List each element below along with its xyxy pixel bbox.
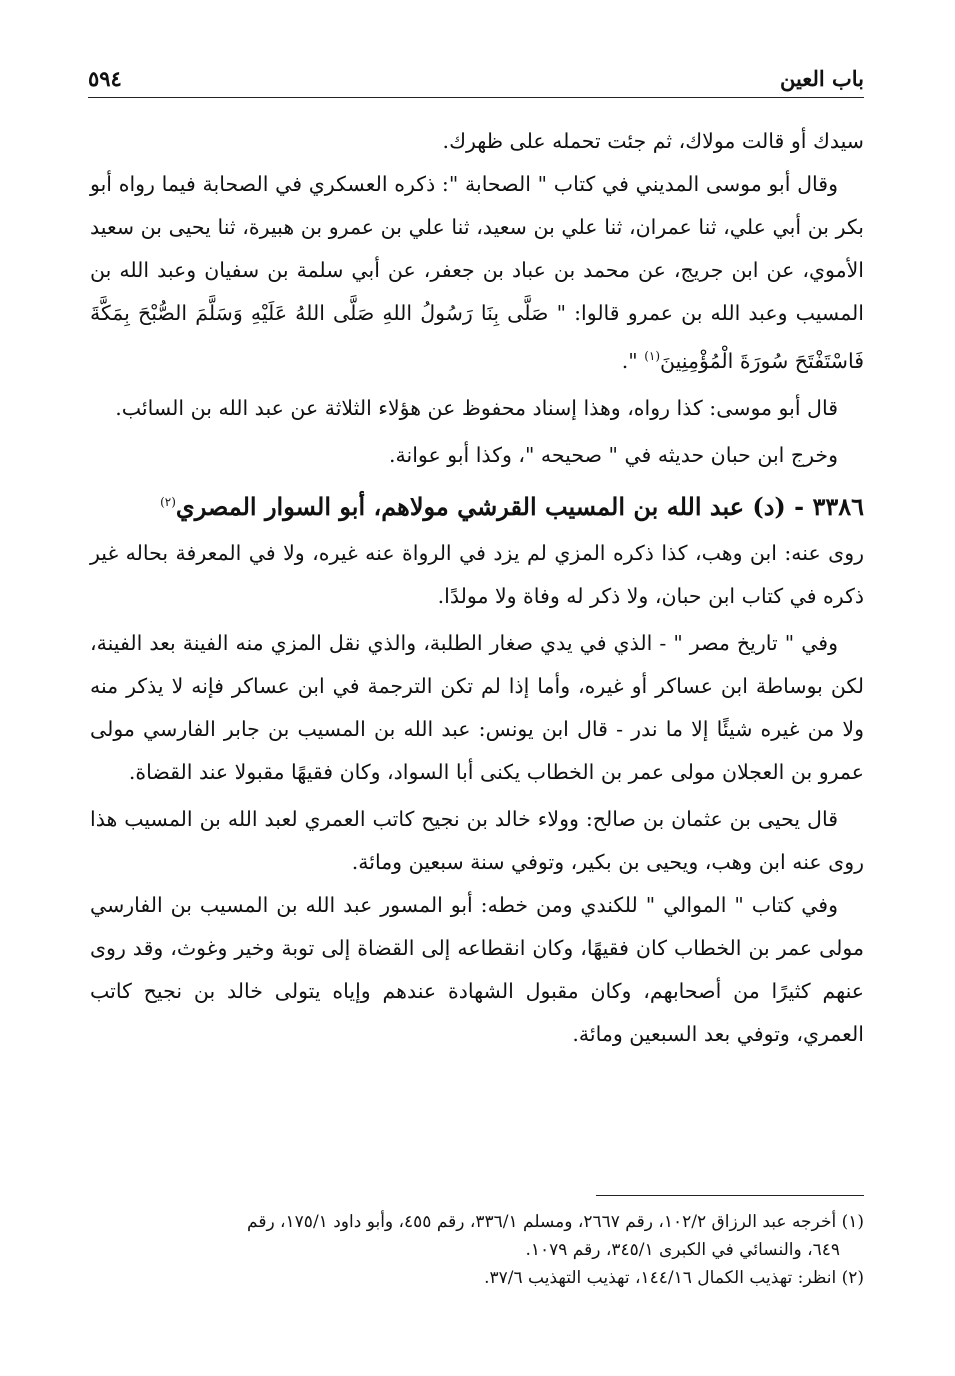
paragraph-4: وخرج ابن حبان حديثه في " صحيحه "، وكذا أبو عوانة. (388, 442, 838, 467)
main-text (90, 120, 864, 1056)
paragraph-2-text: وقال أبو موسى المديني في كتاب " الصحابة ": ذكره العسكري في الصحابة فيما رواه أبو بكر بن أبي علي، ثنا عمران، ثنا علي بن سعيد، ثنا علي بن عمرو بن هبيرة، ثنا يحيى بن سعيد الأموي، عن ابن جريج، عن محمد بن عباد بن جعفر، عن أبي سلمة بن سفيان وعبد الله بن المسيب وعبد الله بن عمرو قالوا: " صَلَّى بِنَا رَسُولُ اللهِ صَلَّى اللهُ عَلَيْهِ وَسَلَّمَ الصُّبْحَ بِمَكَّةَ فَاسْتَفْتَحَ سُورَةَ الْمُؤْمِنِينَ (90, 172, 864, 373)
paragraph-2-end: ". (621, 348, 645, 373)
header-rule (88, 97, 864, 98)
paragraph-1: سيدك أو قالت مولاك، ثم جئت تحمله على ظهرك. (442, 129, 864, 153)
paragraph-7: قال يحيى بن عثمان بن صالح: وولاء خالد بن نجيح كاتب العمري لعبد الله بن المسيب هذا روى عنه ابن وهب، ويحيى بن بكير، وتوفي سنة سبعين ومائة. (90, 806, 864, 874)
paragraph-3: قال أبو موسى: كذا رواه، وهذا إسناد محفوظ عن هؤلاء الثلاثة عن عبد الله بن السائب. (115, 395, 838, 420)
footnote-1: (١) أخرجه عبد الرزاق ١٠٢/٢، رقم ٢٦٦٧، ومسلم ٣٣٦/١، رقم ٤٥٥، وأبو داود ١٧٥/١، رقم (247, 1212, 864, 1232)
entry-heading-text: ٣٣٨٦ - (د) عبد الله بن المسيب القرشي مولاهم، أبو السوار المصري (175, 491, 864, 521)
chapter-title: باب العين (779, 66, 864, 91)
page-header (88, 58, 864, 98)
footnote-ref-1: (١) (644, 349, 661, 363)
page-number: ٥٩٤ (88, 66, 122, 91)
footnote-separator (596, 1195, 864, 1196)
footnote-1-continued: ٦٤٩، والنسائي في الكبرى ٣٤٥/١، رقم ١٠٧٩. (525, 1240, 840, 1260)
footnote-2: (٢) انظر: تهذيب الكمال ١٤٤/١٦، تهذيب التهذيب ٣٧/٦. (484, 1268, 864, 1288)
paragraph-6: وفي " تاريخ مصر " - الذي في يدي صغار الطلبة، والذي نقل المزي منه الفينة بعد الفينة، لكن بوساطة ابن عساكر أو غيره، وأما إذا لم تكن الترجمة في ابن عساكر فإنه لا يذكر منه ولا من غيره شيئًا إلا ما ندر - قال ابن يونس: عبد الله بن المسيب بن جابر الفارسي مولى عمرو بن العجلان مولى عمر بن الخطاب يكنى أبا السواد، وكان فقيهًا مقبولا عند القضاة. (90, 630, 864, 784)
entry-heading (90, 477, 864, 532)
paragraph-5: روى عنه: ابن وهب، كذا ذكره المزي لم يزد في الرواة عنه غيره، ولا في المعرفة بحاله غير ذكره في كتاب ابن حبان، ولا ذكر له وفاة ولا مولدًا. (90, 540, 864, 608)
paragraph-2 (90, 163, 864, 383)
paragraph-8: وفي كتاب " الموالي " للكندي ومن خطه: أبو المسور عبد الله بن المسيب بن الفارسي مولى عمر بن الخطاب كان فقيهًا، وكان انقطاعه إلى القضاة إلى توبة وخير وغوث، وقد روى عنهم كثيرًا من أصحابهم، وكان مقبول الشهادة عندهم وإياه يتولى خالد بن نجيح كاتب العمري، وتوفي بعد السبعين ومائة. (90, 892, 864, 1046)
footnotes (90, 1208, 864, 1292)
footnote-ref-2: (٢) (160, 494, 176, 509)
